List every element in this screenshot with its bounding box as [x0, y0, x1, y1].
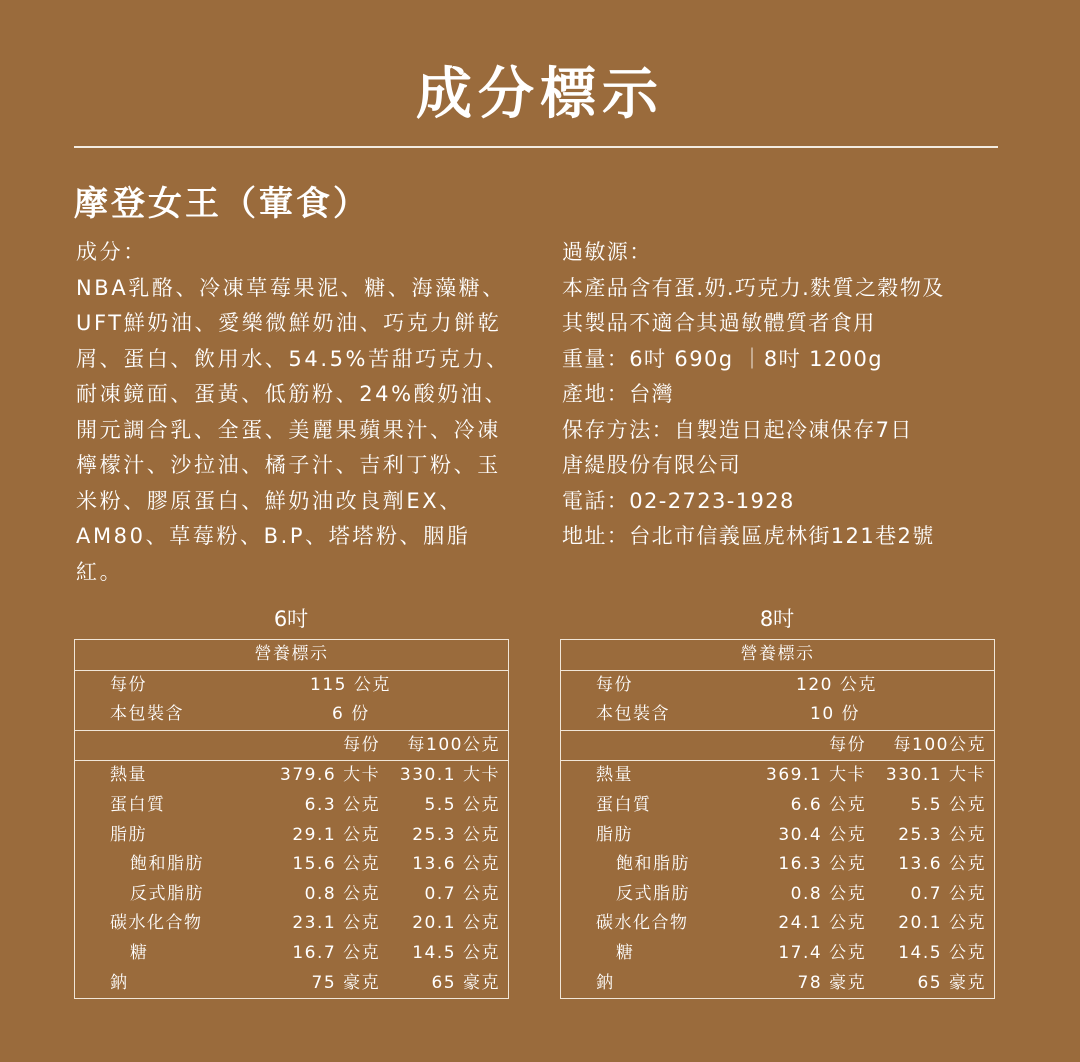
col-per-serving: 每份	[280, 730, 380, 761]
servings-per-pack-row: 本包裝含 10 份	[596, 704, 861, 725]
table-row: 糖 17.4 公克 14.5 公克	[616, 942, 986, 963]
product-name: 摩登女王（葷食）	[74, 184, 370, 224]
company-name: 唐緹股份有限公司	[562, 453, 742, 477]
table-row: 反式脂肪 0.8 公克 0.7 公克	[130, 883, 500, 904]
ingredients-block	[76, 235, 516, 590]
phone-info: 電話：02-2723-1928	[562, 488, 795, 513]
weight-info: 重量：6吋 690g ｜8吋 1200g	[562, 346, 883, 371]
table-row: 碳水化合物 23.1 公克 20.1 公克	[110, 913, 500, 934]
col-per-100g: 每100公克	[380, 730, 508, 761]
table-row: 熱量 369.1 大卡 330.1 大卡	[561, 761, 995, 791]
address-info: 地址：台北市信義區虎林街121巷2號	[562, 524, 935, 548]
ingredients-heading: 成分：	[76, 240, 147, 264]
serving-size-row: 每份 120 公克	[561, 670, 995, 700]
table-row: 脂肪 30.4 公克 25.3 公克	[596, 824, 986, 845]
page-title: 成分標示	[416, 62, 664, 127]
nutrition-table-6-inch	[74, 639, 509, 999]
table-row: 蛋白質 6.3 公克 5.5 公克	[110, 794, 500, 815]
nutrition-header: 營養標示	[254, 644, 329, 664]
table-row: 飽和脂肪 16.3 公克 13.6 公克	[616, 854, 986, 875]
storage-info: 保存方法：自製造日起冷凍保存7日	[562, 417, 913, 442]
servings-per-pack-row: 本包裝含 6 份	[110, 704, 370, 725]
table-row: 碳水化合物 24.1 公克 20.1 公克	[596, 913, 986, 934]
ingredients-text: NBA乳酪、冷凍草莓果泥、糖、海藻糖、UFT鮮奶油、愛樂微鮮奶油、巧克力餅乾屑、蛋白、飲用水、54.5%苦甜巧克力、耐凍鏡面、蛋黃、低筋粉、24%酸奶油、開元調合乳、全蛋、美麗果蘋果汁、冷凍檸檬汁、沙拉油、橘子汁、吉利丁粉、玉米粉、膠原蛋白、鮮奶油改良劑EX、AM80、草莓粉、B.P、塔塔粉、胭脂紅。	[76, 275, 510, 584]
allergen-line-2: 其製品不適合其過敏體質者食用	[562, 311, 876, 335]
origin-info: 產地：台灣	[562, 382, 674, 406]
size-label-6-inch: 6吋	[273, 607, 309, 631]
allergen-heading: 過敏源：	[562, 240, 652, 264]
column-header-row	[561, 730, 995, 761]
col-per-100g: 每100公克	[866, 730, 994, 761]
allergen-line-1: 本產品含有蛋.奶.巧克力.麩質之穀物及	[562, 275, 945, 300]
table-row: 鈉 78 豪克 65 豪克	[596, 972, 986, 993]
table-row: 飽和脂肪 15.6 公克 13.6 公克	[130, 854, 500, 875]
nutrition-table-8-inch	[560, 639, 995, 999]
column-header-row	[75, 730, 509, 761]
table-row: 反式脂肪 0.8 公克 0.7 公克	[616, 883, 986, 904]
title-divider	[74, 146, 998, 148]
table-row: 脂肪 29.1 公克 25.3 公克	[110, 824, 500, 845]
nutrition-header: 營養標示	[740, 644, 815, 664]
table-row: 熱量 379.6 大卡 330.1 大卡	[75, 761, 509, 791]
serving-size-row: 每份 115 公克	[75, 670, 509, 700]
size-label-8-inch: 8吋	[759, 607, 795, 631]
table-row: 蛋白質 6.6 公克 5.5 公克	[596, 794, 986, 815]
table-row: 鈉 75 豪克 65 豪克	[110, 972, 500, 993]
product-info-block	[562, 235, 1012, 555]
table-row: 糖 16.7 公克 14.5 公克	[130, 942, 500, 963]
col-per-serving: 每份	[766, 730, 866, 761]
